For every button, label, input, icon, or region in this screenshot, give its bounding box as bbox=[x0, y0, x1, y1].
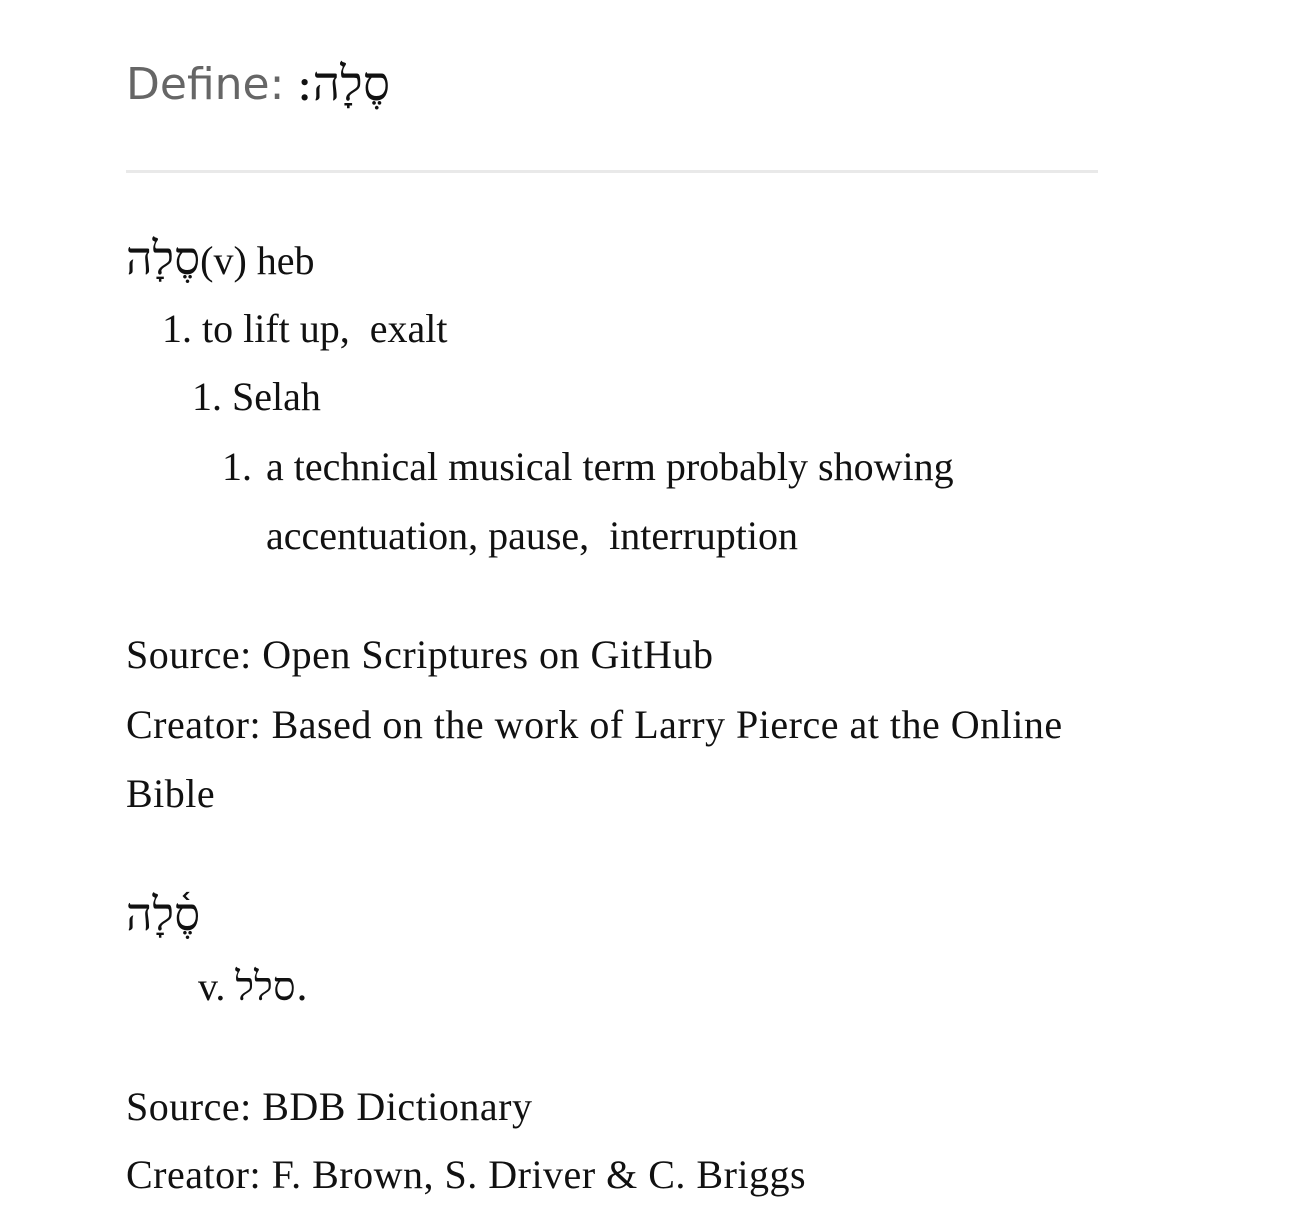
entry2-source bbox=[126, 1072, 1098, 1141]
source-label: Source: bbox=[126, 632, 252, 677]
define-header bbox=[126, 44, 390, 124]
ref-word: סלל. bbox=[235, 964, 309, 1010]
creator-label: Creator: bbox=[126, 702, 262, 747]
creator-value: Based on the work of Larry Pierce at the Online Bible bbox=[126, 702, 1063, 816]
creator-value: F. Brown, S. Driver & C. Briggs bbox=[271, 1152, 807, 1197]
define-label: Define: bbox=[126, 58, 285, 110]
entry1-creator bbox=[126, 690, 1098, 828]
sense-text: to lift up, exalt bbox=[202, 306, 448, 351]
entry1-sense1-1-1: a technical musical term probably showing accentuation, pause, interruption bbox=[266, 444, 964, 558]
entry2-reference bbox=[198, 952, 308, 1021]
source-label: Source: bbox=[126, 1084, 252, 1129]
entry1-headword: סֶלָה bbox=[126, 231, 201, 285]
define-word: סֶלָה: bbox=[296, 56, 390, 112]
entry1-sense1-1 bbox=[192, 362, 321, 431]
ref-prefix: v. bbox=[198, 964, 226, 1009]
entry1-source bbox=[126, 620, 1098, 689]
entry1-sense1 bbox=[162, 294, 448, 363]
source-value: Open Scriptures on GitHub bbox=[262, 632, 714, 677]
header-divider bbox=[126, 170, 1098, 173]
source-value: BDB Dictionary bbox=[262, 1084, 533, 1129]
entry1-lang: heb bbox=[256, 238, 315, 283]
entry2-headword-line bbox=[126, 880, 200, 949]
sense-number: 1. bbox=[222, 444, 252, 489]
entry2-creator bbox=[126, 1140, 1098, 1209]
entry1-headword-line bbox=[126, 224, 315, 293]
entry1-pos: (v) bbox=[200, 238, 247, 283]
entry2-headword: סֶ֫לָה bbox=[126, 887, 201, 941]
creator-label: Creator: bbox=[126, 1152, 262, 1197]
sense-number: 1. bbox=[162, 306, 192, 351]
sense-number: 1. bbox=[192, 374, 222, 419]
sense-text: Selah bbox=[232, 374, 321, 419]
